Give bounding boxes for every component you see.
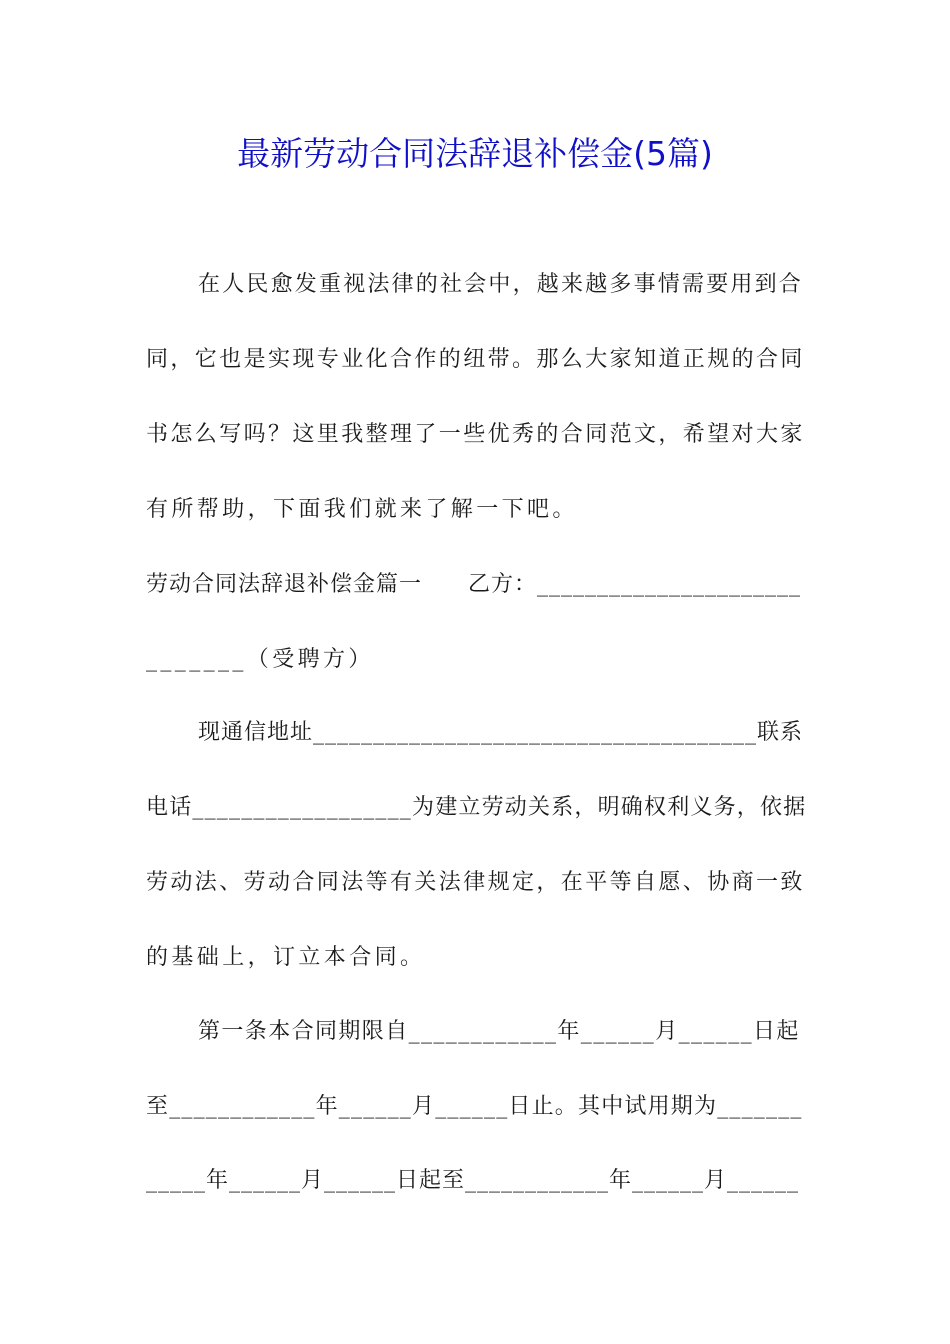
paragraph-line-4: 有所帮助，下面我们就来了解一下吧。 <box>146 497 578 522</box>
contract-basis-line: 的基础上，订立本合同。 <box>146 945 426 970</box>
section-heading-line: 劳动合同法辞退补偿金篇一 乙方：______________________ <box>146 572 802 597</box>
party-b-line: _______（受聘方） <box>146 647 374 672</box>
document-title: 最新劳动合同法辞退补偿金(5篇) <box>237 134 713 173</box>
article-one-line-2: 至____________年______月______日止。其中试用期为_______ <box>146 1094 803 1119</box>
law-basis-line: 劳动法、劳动合同法等有关法律规定，在平等自愿、协商一致 <box>146 870 805 895</box>
article-one-line-1: 第一条本合同期限自____________年______月______日起 <box>198 1019 800 1044</box>
address-line: 现通信地址_____________________________________联系 <box>198 720 804 745</box>
phone-line: 电话__________________为建立劳动关系，明确权利义务，依据 <box>146 795 807 820</box>
paragraph-line-2: 同，它也是实现专业化合作的纽带。那么大家知道正规的合同 <box>146 347 805 372</box>
paragraph-line-1: 在人民愈发重视法律的社会中，越来越多事情需要用到合 <box>198 272 804 297</box>
paragraph-line-3: 书怎么写吗？这里我整理了一些优秀的合同范文，希望对大家 <box>146 422 805 447</box>
article-one-line-3: _____年______月______日起至____________年______月______ <box>146 1168 800 1193</box>
